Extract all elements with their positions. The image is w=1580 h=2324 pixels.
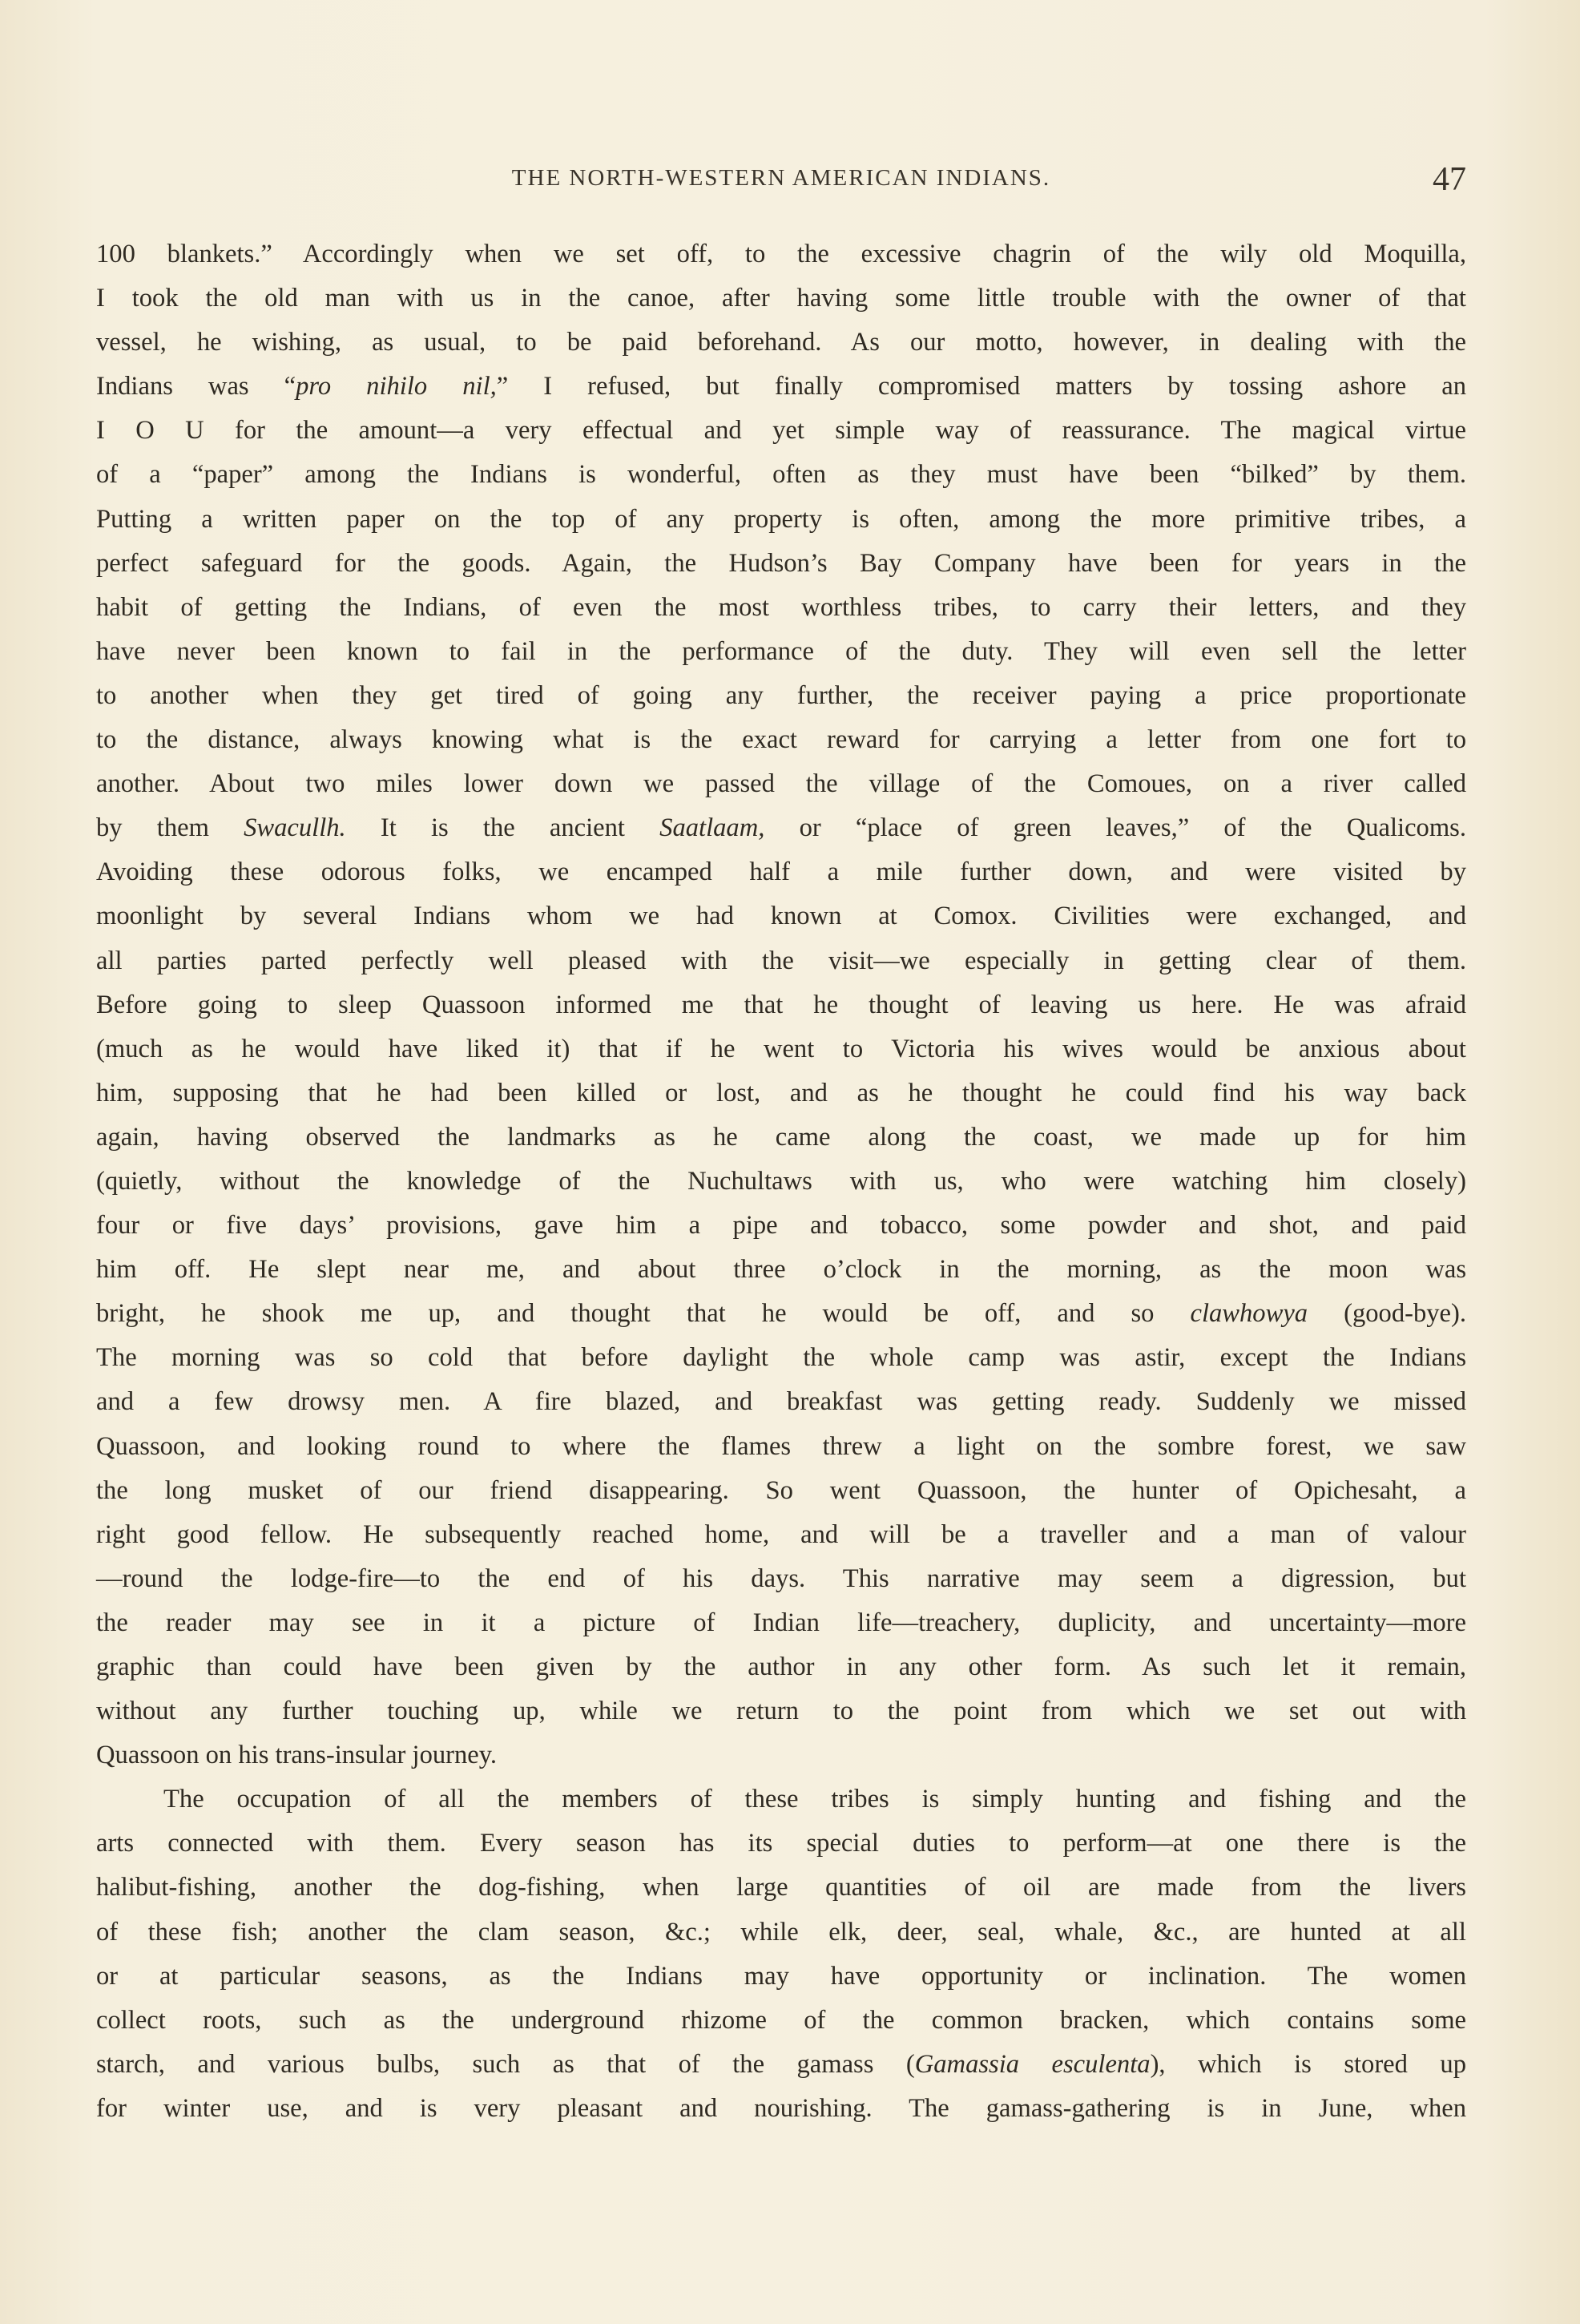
text-segment: halibut-fishing, another the dog-fishing, when large quantities of oil are made from the livers — [96, 1873, 1466, 1902]
text-segment: the reader may see in it a picture of Indian life—treachery, duplicity, and uncertainty—more — [96, 1608, 1466, 1637]
text-line — [96, 276, 1466, 321]
text-segment: Indians was “ — [96, 372, 296, 401]
text-segment: habit of getting the Indians, of even the most worthless tribes, to carry their letters, and they — [96, 592, 1466, 622]
text-segment: again, having observed the landmarks as he came along the coast, we made up for him — [96, 1122, 1466, 1152]
text-segment: bright, he shook me up, and thought that he would be off, and so — [96, 1299, 1191, 1329]
text-line — [96, 1557, 1466, 1601]
text-segment: (good-bye). — [1308, 1299, 1466, 1329]
text-segment: for winter use, and is very pleasant and nourishing. The gamass-gathering is in June, when — [96, 2093, 1466, 2123]
text-line — [96, 1116, 1466, 1160]
text-line — [96, 630, 1466, 674]
text-segment: moonlight by several Indians whom we had known at Comox. Civilities were exchanged, and — [96, 902, 1466, 931]
text-line — [96, 1204, 1466, 1248]
text-line — [96, 718, 1466, 762]
text-segment: arts connected with them. Every season has its special duties to perform—at one there is the — [96, 1829, 1466, 1858]
text-segment: The morning was so cold that before daylight the whole camp was astir, except the Indians — [96, 1343, 1466, 1373]
text-line — [96, 983, 1466, 1027]
text-segment: Quassoon on his trans-insular journey. — [96, 1741, 498, 1770]
text-line — [96, 409, 1466, 453]
text-segment: vessel, he wishing, as usual, to be paid beforehand. As our motto, however, in dealing with the — [96, 328, 1466, 357]
text-segment: (quietly, without the knowledge of the Nuchultaws with us, who were watching him closely) — [96, 1166, 1466, 1196]
italic-text: pro nihilo nil, — [296, 372, 497, 401]
text-segment: another. About two miles lower down we passed the village of the Comoues, on a river called — [96, 769, 1466, 799]
text-line — [96, 674, 1466, 718]
page-number: 47 — [1433, 161, 1466, 198]
text-segment: or at particular seasons, as the Indians may have opportunity or inclination. The women — [96, 1961, 1466, 1991]
text-segment: him, supposing that he had been killed or lost, and as he thought he could find his way back — [96, 1078, 1466, 1108]
text-line — [96, 586, 1466, 630]
text-line — [96, 1469, 1466, 1513]
text-line — [96, 1027, 1466, 1071]
text-line — [96, 1955, 1466, 1999]
text-line — [96, 498, 1466, 542]
text-segment: all parties parted perfectly well pleased with the visit—we especially in getting clear of them. — [96, 946, 1466, 975]
text-line — [96, 1601, 1466, 1645]
text-segment: It is the ancient — [345, 813, 660, 843]
text-segment: him off. He slept near me, and about three o’clock in the morning, as the moon was — [96, 1255, 1466, 1285]
text-line — [96, 1071, 1466, 1116]
text-segment: of a “paper” among the Indians is wonderful, often as they must have been “bilked” by them. — [96, 460, 1466, 490]
text-segment: of these fish; another the clam season, &c.; while elk, deer, seal, whale, &c., are hunted at all — [96, 1917, 1466, 1947]
text-line — [96, 1292, 1466, 1336]
text-line — [96, 762, 1466, 806]
text-segment: The occupation of all the members of these tribes is simply hunting and fishing and the — [163, 1785, 1466, 1814]
body-text — [96, 232, 1466, 2131]
text-segment: ), which is stored up — [1150, 2049, 1466, 2079]
italic-text: Swacullh. — [244, 813, 346, 843]
text-line — [96, 806, 1466, 850]
text-line — [96, 365, 1466, 409]
text-line — [96, 1999, 1466, 2043]
text-segment: Quassoon, and looking round to where the flames threw a light on the sombre forest, we saw — [96, 1431, 1466, 1461]
text-segment: 100 blankets.” Accordingly when we set off, to the excessive chagrin of the wily old Moquilla, — [96, 240, 1466, 268]
text-segment: four or five days’ provisions, gave him a pipe and tobacco, some powder and shot, and paid — [96, 1211, 1466, 1241]
text-segment: starch, and various bulbs, such as that of the gamass ( — [96, 2049, 915, 2079]
text-line — [96, 1425, 1466, 1469]
text-line — [96, 850, 1466, 894]
text-segment: —round the lodge-fire—to the end of his days. This narrative may seem a digression, but — [96, 1563, 1466, 1593]
text-line — [96, 232, 1466, 276]
text-segment: or “place of green leaves,” of the Qualicoms. — [764, 813, 1466, 843]
running-title: THE NORTH-WESTERN AMERICAN INDIANS. — [511, 165, 1051, 191]
text-line — [96, 2087, 1466, 2131]
text-segment: to another when they get tired of going any further, the receiver paying a price proportionate — [96, 680, 1466, 710]
italic-text: clawhowya — [1190, 1299, 1308, 1329]
text-line — [96, 1513, 1466, 1557]
text-line — [96, 542, 1466, 586]
text-segment: I O U for the amount—a very effectual and yet simple way of reassurance. The magical virtue — [96, 416, 1466, 446]
italic-text: Gamassia esculenta — [914, 2049, 1151, 2079]
text-segment: without any further touching up, while we return to the point from which we set out with — [96, 1697, 1466, 1726]
text-segment: ” I refused, but finally compromised matters by tossing ashore an — [496, 372, 1466, 401]
text-segment: the long musket of our friend disappearing. So went Quassoon, the hunter of Opichesaht, a — [96, 1475, 1466, 1505]
text-segment: by them — [96, 813, 244, 843]
text-segment: I took the old man with us in the canoe, after having some little trouble with the owner of that — [96, 284, 1466, 313]
text-segment: have never been known to fail in the performance of the duty. They will even sell the letter — [96, 636, 1466, 666]
text-line — [96, 894, 1466, 938]
text-line — [96, 1733, 1466, 1777]
text-line — [96, 1689, 1466, 1733]
running-head — [96, 160, 1466, 208]
text-line — [96, 1822, 1466, 1866]
text-line — [96, 1777, 1466, 1822]
text-line — [96, 1645, 1466, 1689]
text-segment: Putting a written paper on the top of any property is often, among the more primitive tribes, a — [96, 504, 1466, 534]
text-segment: right good fellow. He subsequently reached home, and will be a traveller and a man of valour — [96, 1519, 1466, 1549]
text-line — [96, 1910, 1466, 1955]
text-segment: (much as he would have liked it) that if he went to Victoria his wives would be anxious about — [96, 1034, 1466, 1063]
text-segment: graphic than could have been given by the author in any other form. As such let it remain, — [96, 1652, 1466, 1681]
text-line — [96, 453, 1466, 497]
italic-text: Saatlaam, — [659, 813, 765, 843]
text-segment: Before going to sleep Quassoon informed me that he thought of leaving us here. He was afraid — [96, 990, 1466, 1019]
text-line — [96, 1248, 1466, 1292]
text-line — [96, 1380, 1466, 1424]
text-segment: to the distance, always knowing what is the exact reward for carrying a letter from one fort to — [96, 725, 1466, 755]
text-line — [96, 1336, 1466, 1380]
text-line — [96, 2043, 1466, 2087]
text-segment: Avoiding these odorous folks, we encamped half a mile further down, and were visited by — [96, 857, 1466, 887]
text-line — [96, 1160, 1466, 1204]
text-segment: perfect safeguard for the goods. Again, the Hudson’s Bay Company have been for years in the — [96, 548, 1466, 578]
text-line — [96, 939, 1466, 983]
text-line — [96, 1866, 1466, 1910]
text-line — [96, 321, 1466, 365]
text-segment: collect roots, such as the underground rhizome of the common bracken, which contains some — [96, 2005, 1466, 2035]
text-segment: and a few drowsy men. A fire blazed, and breakfast was getting ready. Suddenly we missed — [96, 1387, 1466, 1417]
